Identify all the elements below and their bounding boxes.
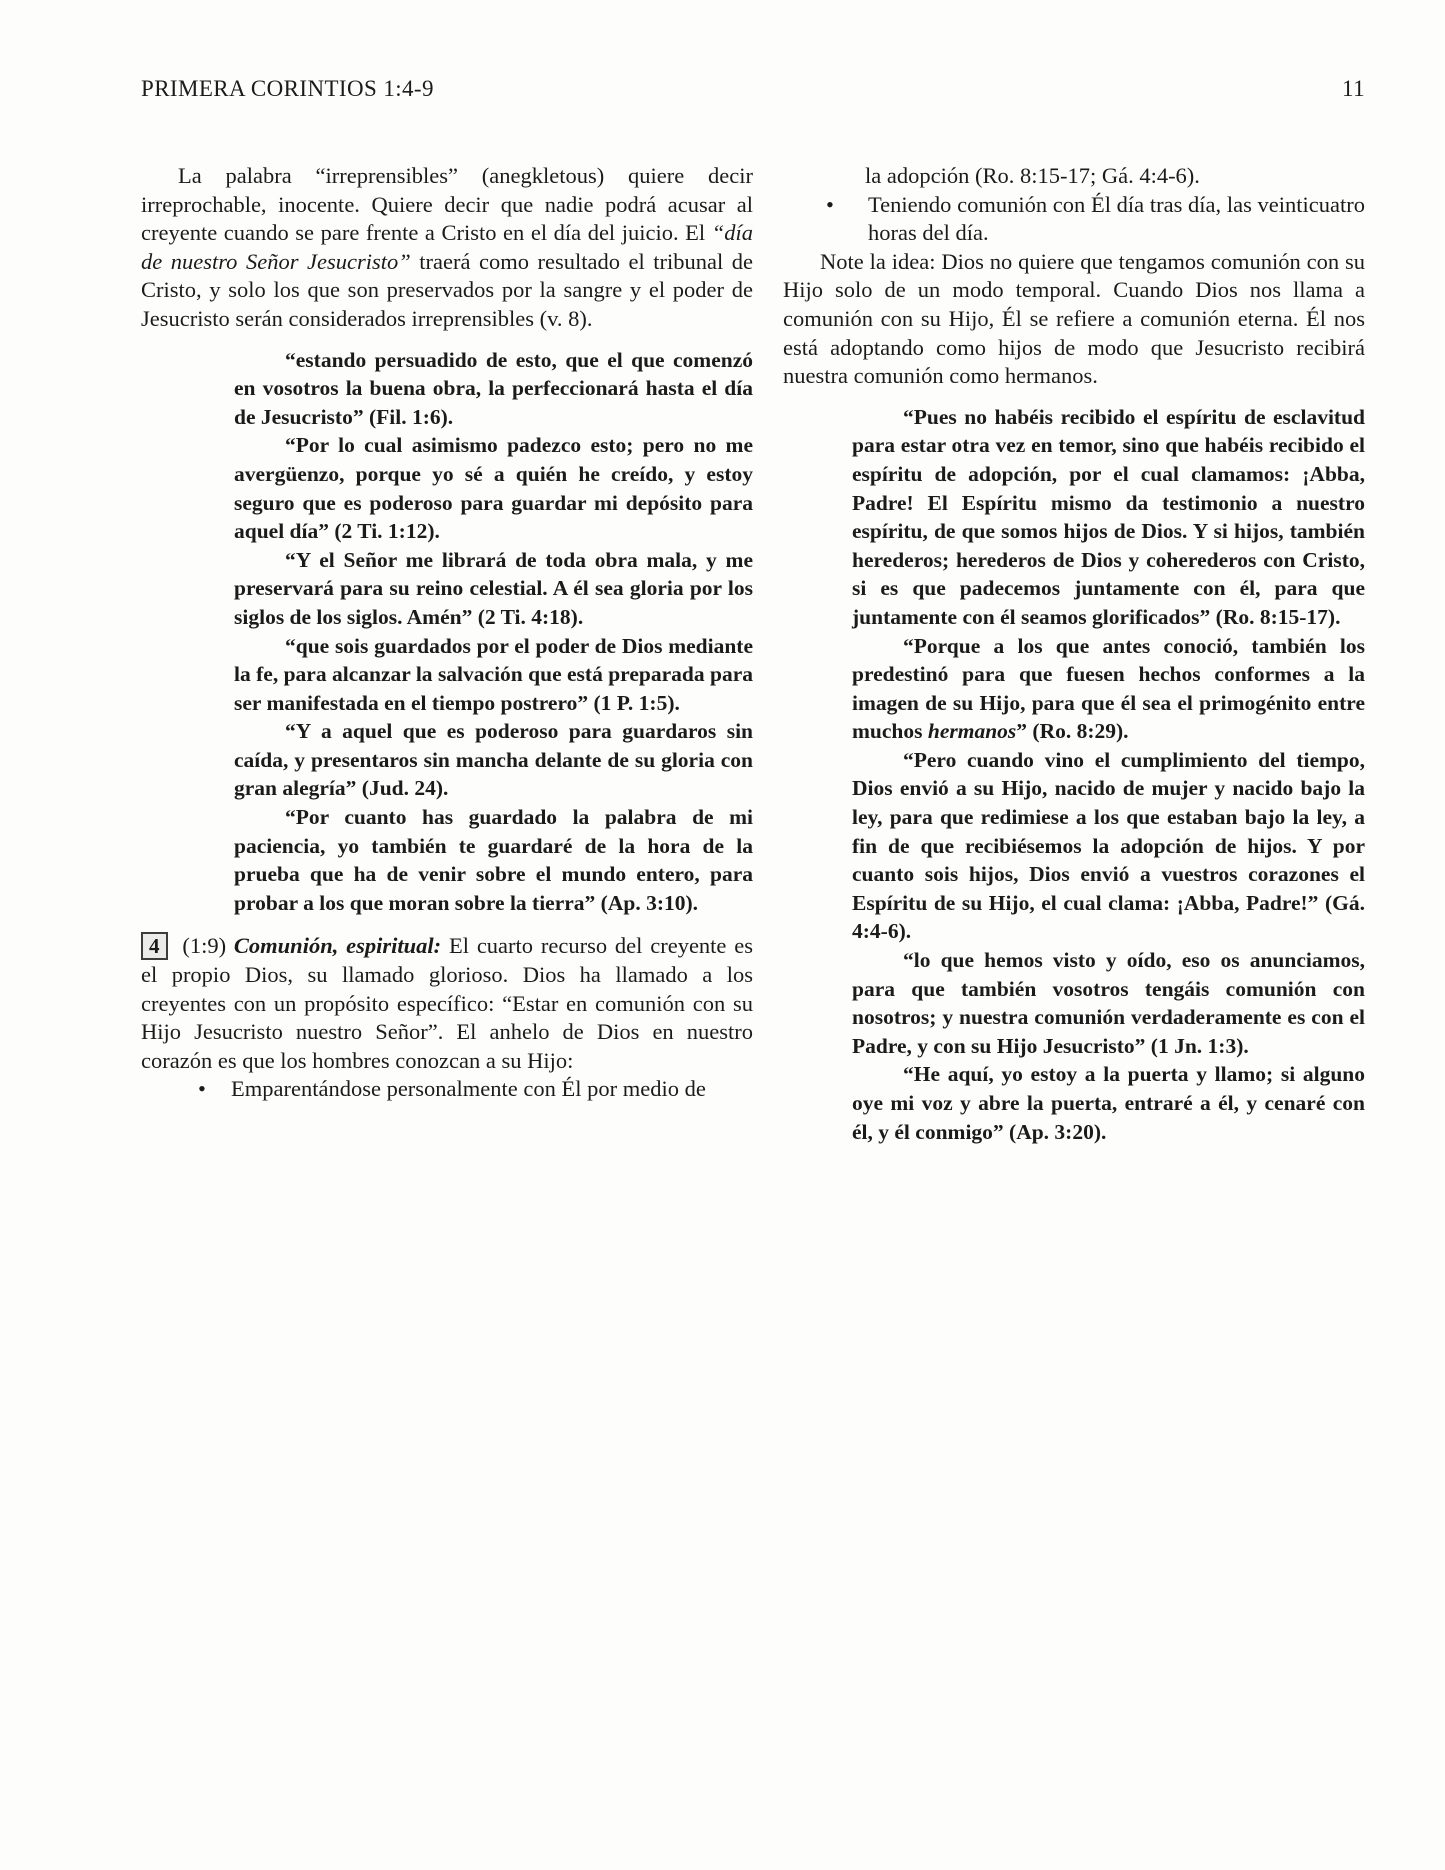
left-column [141,162,753,1161]
bullet-dot: • [198,1076,206,1102]
bullet-dot: • [826,191,834,217]
paragraph-text: La palabra “irreprensibles” (anegkletous) quiere decir irreprochable, inocente. Quiere decir que nadie podrá acusar al creyente cuando se pare frente a Cristo en el día del juicio. El [141,163,753,246]
body-paragraph [141,162,753,334]
paragraph-text: El cuarto recurso del creyente es el propio Dios, su llamado glorioso. Dios ha llamado a los creyentes con un propósito específico: “Estar en comunión con su Hijo Jesucristo nuestro Señor”. El anhelo de Dios en nuestro corazón es que los hombres conozcan a su Hijo: [141,933,753,1073]
scripture-quote: “estando persuadido de esto, que el que comenzó en vosotros la buena obra, la perfeccionará hasta el día de Jesucristo” (Fil. 1:6). [234,347,753,429]
quote-text: “Porque a los que antes conoció, también los predestinó para que fuesen hechos conformes a la imagen de su Hijo, para que él sea el primogénito entre muchos [852,633,1365,744]
page-body [141,162,1365,1161]
italic-phrase: hermanos [927,719,1017,744]
quote-text: ” (Ro. 8:29). [1016,719,1129,744]
scripture-quote: “Pues no habéis recibido el espíritu de esclavitud para estar otra vez en temor, sino que habéis recibido el espíritu de adopción, por el cual clamamos: ¡Abba, Padre! El Espíritu mismo da testimonio a nuestro espíritu, de que somos hijos de Dios. Y si hijos, también herederos; herederos de Dios y coherederos con Cristo, si es que padecemos juntamente con él, para que juntamente con él seamos glorificados” (Ro. 8:15-17). [852,404,1365,629]
bullet-text: Teniendo comunión con Él día tras día, las veinticuatro horas del día. [868,191,1365,246]
italic-phrase: “día de nuestro Señor Jesucristo” [141,220,753,274]
section-number-box: 4 [141,932,168,960]
right-column [783,162,1365,1161]
bullet-text: Emparentándose personalmente con Él por medio de [231,1076,706,1102]
scripture-quote: “Y a aquel que es poderoso para guardaros sin caída, y presentaros sin mancha delante de su gloria con gran alegría” (Jud. 24). [234,719,753,801]
paragraph-text: traerá como resultado el tribunal de Cristo, y solo los que son preservados por la sangre y el poder de Jesucristo serán considerados irreprensibles (v. 8). [141,248,753,331]
scripture-quote [852,632,1365,746]
scripture-quote: “Pero cuando vino el cumplimiento del tiempo, Dios envió a su Hijo, nacido de mujer y nacido bajo la ley, para que redimiese a los que estaban bajo la ley, a fin de que recibiésemos la adopción de hijos. Y por cuanto sois hijos, Dios envió a vuestros corazones el Espíritu de su Hijo, el cual clama: ¡Abba, Padre!” (Gá. 4:4-6). [852,747,1365,944]
page-number: 11 [1342,76,1365,101]
scripture-quote: “lo que hemos visto y oído, eso os anunciamos, para que también vosotros tengáis comunión con nosotros; y nuestra comunión verdaderamente es con el Padre, y con su Hijo Jesucristo” (1 Jn. 1:3). [852,948,1365,1058]
page-header [141,76,1365,102]
scripture-quote: “que sois guardados por el poder de Dios mediante la fe, para alcanzar la salvación que está preparada para ser manifestada en el tiempo postrero” (1 P. 1:5). [234,633,753,715]
bullet-continuation: la adopción (Ro. 8:15-17; Gá. 4:4-6). [865,163,1200,188]
verse-reference: (1:9) [182,933,227,959]
bullet-item [783,191,1365,248]
scripture-quote: “Y el Señor me librará de toda obra mala, y me preservará para su reino celestial. A él sea gloria por los siglos de los siglos. Amén” (2 Ti. 4:18). [234,547,753,629]
scripture-quote: “Por lo cual asimismo padezco esto; pero no me avergüenzo, porque yo sé a quién he creído, y estoy seguro que es poderoso para guardar mi depósito para aquel día” (2 Ti. 1:12). [234,433,753,544]
running-title: PRIMERA CORINTIOS 1:4-9 [141,76,434,101]
section-title: Comunión, espiritual: [233,933,442,959]
scripture-quote-block [141,346,753,918]
body-paragraph: Note la idea: Dios no quiere que tengamos comunión con su Hijo solo de un modo temporal. Cuando Dios nos llama a comunión con su Hijo, Él se refiere a comunión eterna. Él nos está adoptando como hijos de modo que Jesucristo recibirá nuestra comunión como hermanos. [783,248,1365,389]
scripture-quote: “Por cuanto has guardado la palabra de mi paciencia, yo también te guardaré de la hora de la prueba que ha de venir sobre el mundo entero, para probar a los que moran sobre la tierra” (Ap. 3:10). [234,805,753,915]
bullet-item [141,1075,753,1104]
scripture-quote-block [783,403,1365,1146]
scripture-quote: “He aquí, yo estoy a la puerta y llamo; si alguno oye mi voz y abre la puerta, entraré a él, y cenaré con él, y él conmigo” (Ap. 3:20). [852,1062,1365,1144]
section-paragraph [141,932,753,1075]
